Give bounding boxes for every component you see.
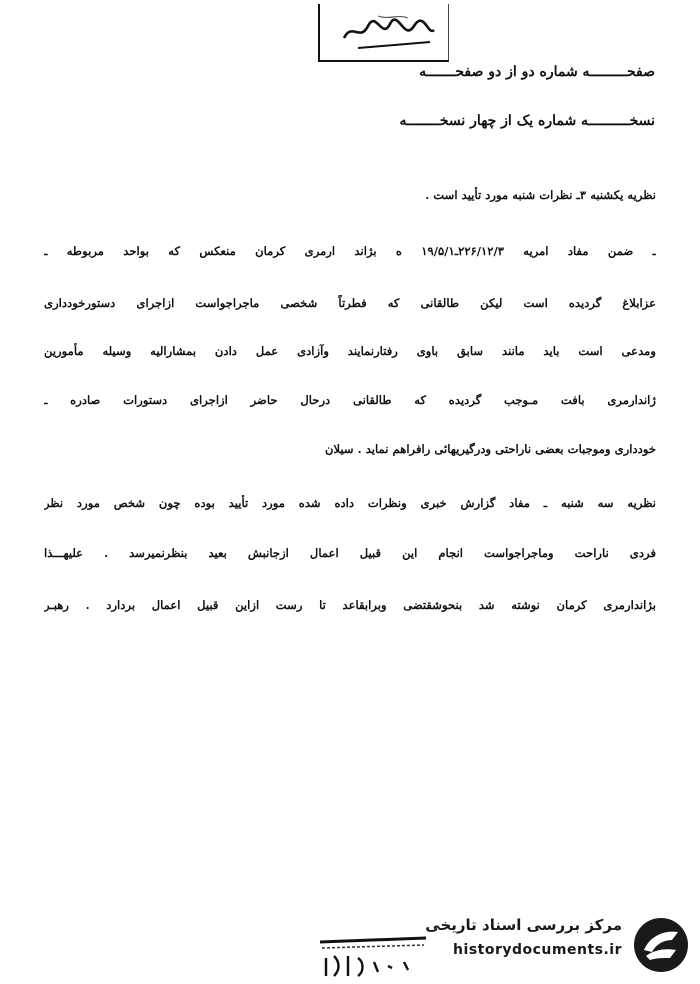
watermark-url: historydocuments.ir: [453, 942, 622, 958]
body-line: خودداری وموجبات بعضی ناراحتی ودرگیریهائی رافراهم نماید . سیلان: [324, 442, 656, 456]
archive-reference-mark: [318, 932, 428, 980]
body-line: نظریه سه شنبه ـ مفاد گزارش خبری ونظرات داده شده مورد تأیید بوده چون شخص مورد نظر: [44, 496, 656, 510]
body-line: ژاندارمری بافت مـوجب گردیده که طالقانی درحال حاضر ازاجرای دستورات صادره ـ: [44, 393, 656, 407]
body-line: بژاندارمری کرمان نوشته شد بنحوشقتضی وبرابقاعد تا رست ازاین قبیل اعمال بردارد . رهبـر: [44, 598, 656, 612]
watermark: [420, 910, 692, 974]
handwritten-classification-mark: [338, 12, 438, 52]
page-number-line: صفحـــــــــه شماره دو از دو صفحـــــــه: [419, 64, 655, 80]
body-line: عزابلاغ گردیده است لیکن طالقانی که فطرتاً شخصی ماجراجواست ازاجرای دستورخودداری: [44, 296, 656, 310]
copy-number-line: نسخــــــــــه شماره یک از چهار نسخــــــــه: [399, 113, 655, 129]
body-line: ومدعی است باید مانند سابق باوی رفتارنمایند وآزادی عمل دادن بمشارالیه وسیله مأمورین: [44, 344, 656, 358]
body-line: فردی ناراحت وماجراجواست انجام این قبیل اعمال ازجانبش بعید بنظرنمیرسد . علیهـــذا: [44, 546, 656, 560]
body-line: نظریه یکشنبه ۳ـ نظرات شنبه مورد تأیید است .: [425, 188, 656, 202]
watermark-title: مرکز بررسی اسناد تاریخی: [425, 916, 622, 934]
body-line: ـ ضمن مفاد امریه ۲۲۶/۱۲/۳ـ۱۹/۵/۱ ه بژاند ارمری کرمان منعکس که بواحد مربوطه ـ: [44, 244, 656, 258]
history-documents-logo-icon: [632, 916, 690, 974]
